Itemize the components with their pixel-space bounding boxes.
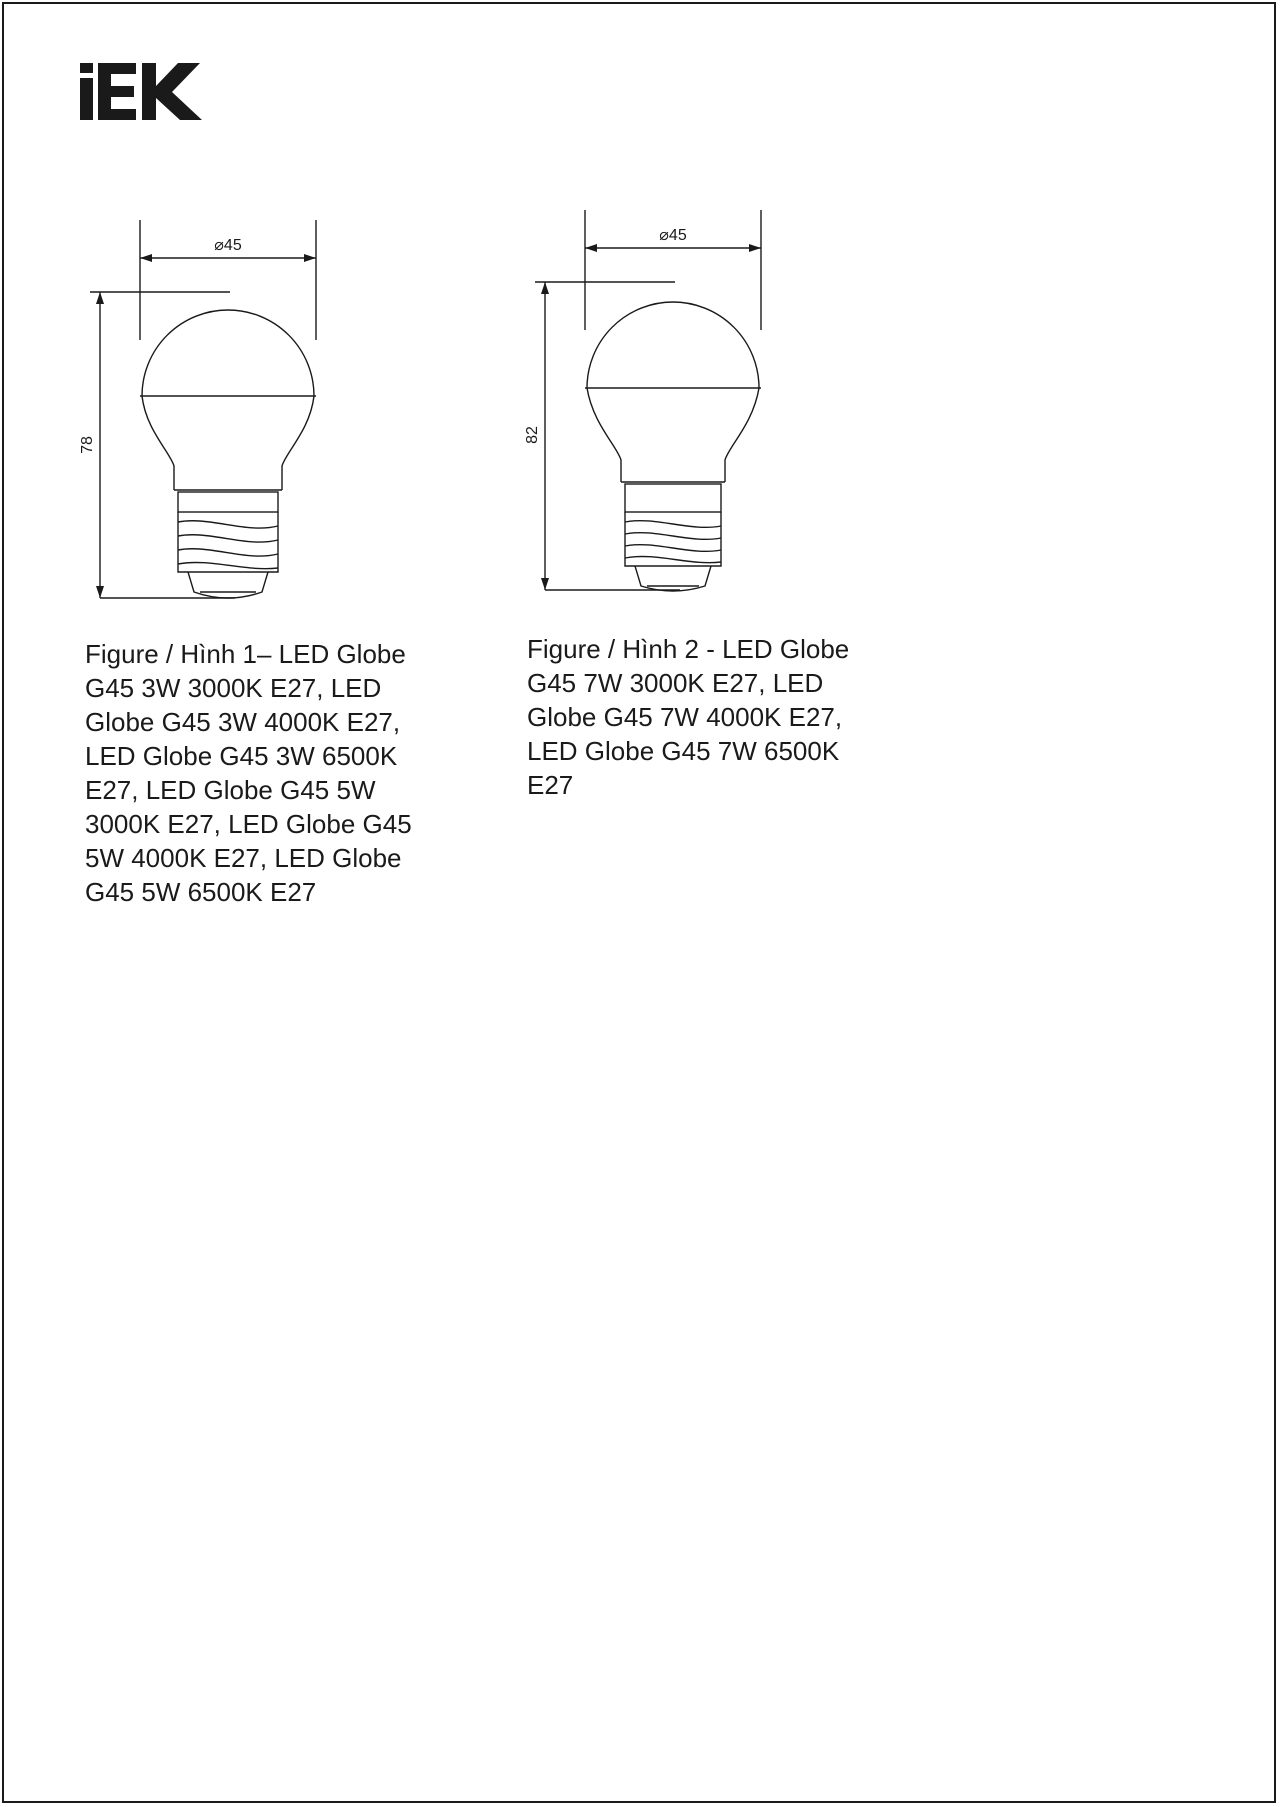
bulb-drawing-2 xyxy=(515,210,785,600)
iek-logo xyxy=(80,58,210,124)
bulb-drawing-1 xyxy=(70,220,340,610)
figure-2-caption: Figure / Hình 2 - LED Globe G45 7W 3000K E27, LED Globe G45 7W 4000K E27, LED Globe G45 7W 6500K E27 xyxy=(527,634,850,800)
height-label-2: 82 xyxy=(524,426,541,444)
height-label-1: 78 xyxy=(79,436,96,454)
diameter-label-2: ⌀45 xyxy=(659,227,687,244)
diameter-label-1: ⌀45 xyxy=(214,237,242,254)
figure-1-caption: Figure / Hình 1– LED Globe G45 3W 3000K E27, LED Globe G45 3W 4000K E27, LED Globe G45 3W 6500K E27, LED Globe G45 5W 3000K E27, LED Globe G45 5W 4000K E27, LED Globe G45 5W 6500K E27 xyxy=(85,639,412,907)
